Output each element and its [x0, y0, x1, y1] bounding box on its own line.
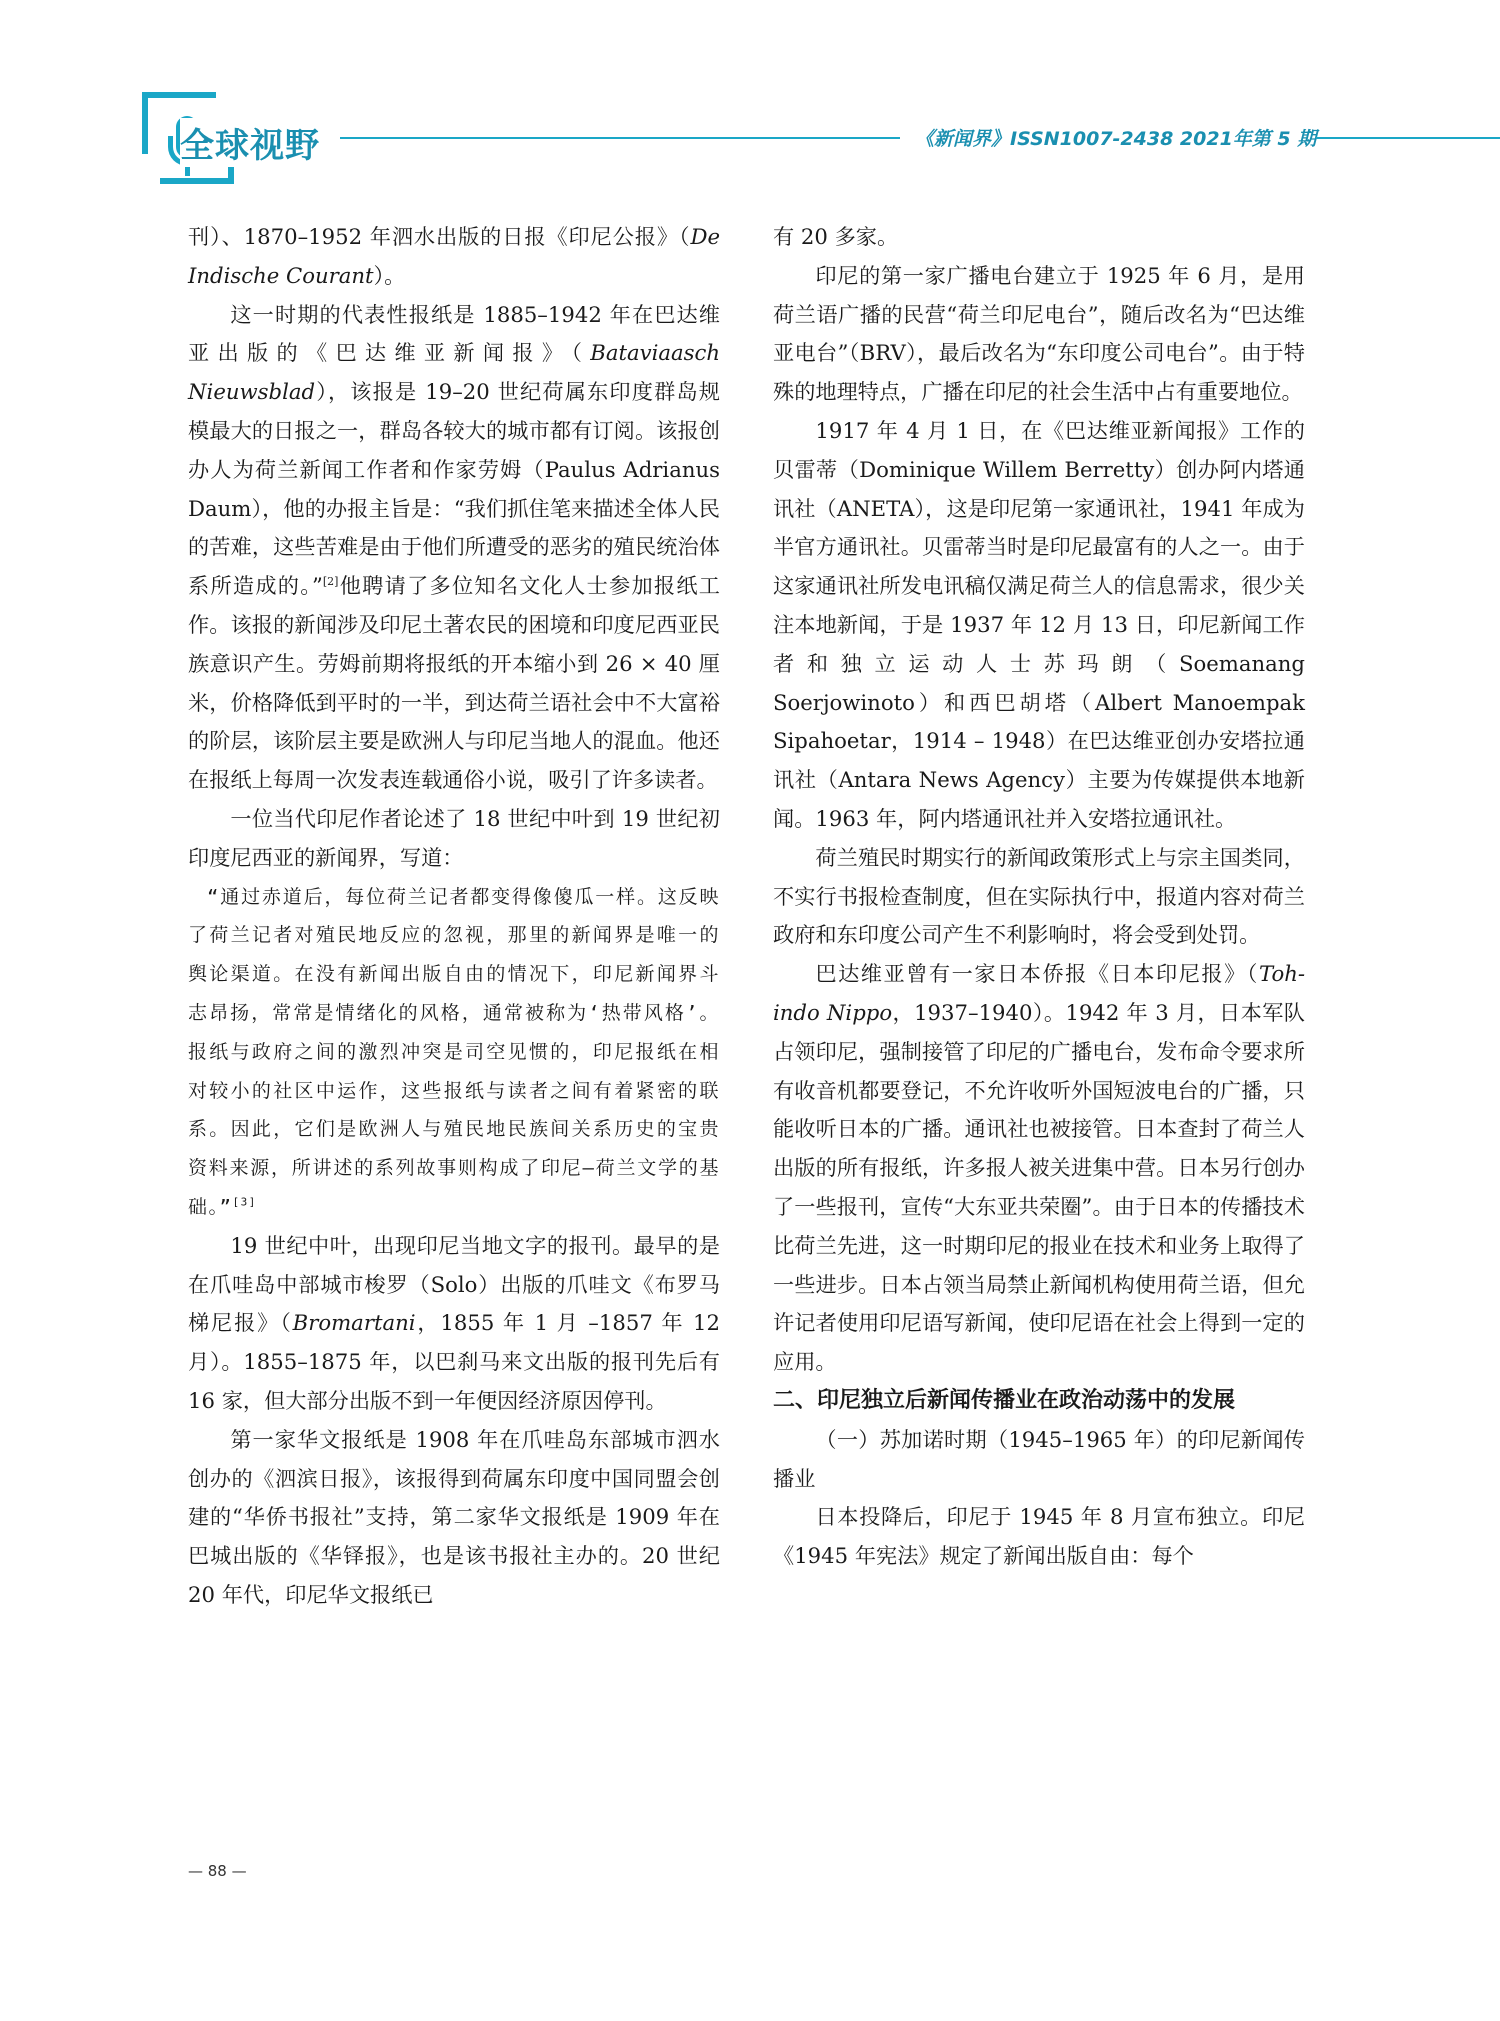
paragraph: 这一时期的代表性报纸是 1885–1942 年在巴达维亚出版的《巴达维亚新闻报》（Bataviaasch Nieuwsblad），该报是 19–20 世纪荷属东印度群岛规模最大的日报之一，群岛各较大的城市都有订阅。该报创办人为荷兰新闻工作者和作家劳姆（Paulus Adrianus Daum），他的办报主旨是：“我们抓住笔来描述全体人民的苦难，这些苦难是由于他们所遭受的恶劣的殖民统治体系所造成的。”[2]他聘请了多位知名文化人士参加报纸工作。该报的新闻涉及印尼土著农民的困境和印度尼西亚民族意识产生。劳姆前期将报纸的开本缩小到 26 × 40 厘米，价格降低到平时的一半，到达荷兰语社会中不大富裕的阶层，该阶层主要是欧洲人与印尼当地人的混血。他还在报纸上每周一次发表连载通俗小说，吸引了许多读者。	[188, 301, 720, 793]
section-title: 全球视野	[180, 118, 326, 167]
header-rule	[340, 137, 900, 139]
paragraph: 一位当代印尼作者论述了 18 世纪中叶到 19 世纪初印度尼西亚的新闻界，写道：	[188, 805, 720, 870]
paragraph: 1917 年 4 月 1 日，在《巴达维亚新闻报》工作的贝雷蒂（Dominique Willem Berretty）创办阿内塔通讯社（ANETA），这是印尼第一家通讯社，1941 年成为半官方通讯社。贝雷蒂当时是印尼最富有的人之一。由于这家通讯社所发电讯稿仅满足荷兰人的信息需求，很少关注本地新闻，于是 1937 年 12 月 13 日，印尼新闻工作者和独立运动人士苏玛朗（Soemanang Soerjowinoto）和西巴胡塔（Albert Manoempak Sipahoetar，1914 – 1948）在巴达维亚创办安塔拉通讯社（Antara News Agency）主要为传媒提供本地新闻。1963 年，阿内塔通讯社并入安塔拉通讯社。	[773, 417, 1305, 831]
page-header	[0, 0, 1500, 200]
page-number: — 88 —	[188, 1862, 247, 1880]
footnote-ref: [3]	[232, 1195, 257, 1209]
paragraph: 19 世纪中叶，出现印尼当地文字的报刊。最早的是在爪哇岛中部城市梭罗（Solo）出版的爪哇文《布罗马梯尼报》（Bromartani，1855 年 1 月 –1857 年 12 月）。1855–1875 年，以巴刹马来文出版的报刊先后有 16 家，但大部分出版不到一年便因经济原因停刊。	[188, 1232, 720, 1413]
subsection-heading: （一）苏加诺时期（1945–1965 年）的印尼新闻传播业	[773, 1426, 1305, 1491]
section-heading: 二、印尼独立后新闻传播业在政治动荡中的发展	[773, 1387, 1236, 1413]
paragraph: 巴达维亚曾有一家日本侨报《日本印尼报》（Toh-indo Nippo，1937–1940）。1942 年 3 月，日本军队占领印尼，强制接管了印尼的广播电台，发布命令要求所有收音机都要登记，不允许收听外国短波电台的广播，只能收听日本的广播。通讯社也被接管。日本查封了荷兰人出版的所有报纸，许多报人被关进集中营。日本另行创办了一些报刊，宣传“大东亚共荣圈”。由于日本的传播技术比荷兰先进，这一时期印尼的报业在技术和业务上取得了一些进步。日本占领当局禁止新闻机构使用荷兰语，但允许记者使用印尼语写新闻，使印尼语在社会上得到一定的应用。	[773, 961, 1305, 1375]
paragraph: 有 20 多家。	[773, 224, 899, 249]
right-column	[773, 218, 1305, 1576]
footnote-ref: [2]	[322, 575, 339, 589]
block-quote: “通过赤道后，每位荷兰记者都变得像傻瓜一样。这反映了荷兰记者对殖民地反应的忽视，那里的新闻界是唯一的舆论渠道。在没有新闻出版自由的情况下，印尼新闻界斗志昂扬，常常是情绪化的风格，通常被称为‘热带风格’。报纸与政府之间的激烈冲突是司空见惯的，印尼报纸在相对较小的社区中运作，这些报纸与读者之间有着紧密的联系。因此，它们是欧洲人与殖民地民族间关系历史的宝贵资料来源，所讲述的系列故事则构成了印尼–荷兰文学的基础。”[3]	[188, 885, 720, 1218]
header-rule-right	[1316, 137, 1500, 139]
paragraph: 日本投降后，印尼于 1945 年 8 月宣布独立。印尼《1945 年宪法》规定了新闻出版自由：每个	[773, 1504, 1305, 1569]
paragraph: 印尼的第一家广播电台建立于 1925 年 6 月，是用荷兰语广播的民营“荷兰印尼电台”，随后改名为“巴达维亚电台”（BRV），最后改名为“东印度公司电台”。由于特殊的地理特点，广播在印尼的社会生活中占有重要地位。	[773, 262, 1305, 405]
journal-issue: 《新闻界》ISSN1007-2438 2021年第 5 期	[915, 128, 1317, 150]
paragraph: 荷兰殖民时期实行的新闻政策形式上与宗主国类同，不实行书报检查制度，但在实际执行中，报道内容对荷兰政府和东印度公司产生不利影响时，将会受到处罚。	[773, 844, 1305, 948]
paragraph: 第一家华文报纸是 1908 年在爪哇岛东部城市泗水创办的《泗滨日报》，该报得到荷属东印度中国同盟会创建的“华侨书报社”支持，第二家华文报纸是 1909 年在巴城出版的《华铎报》，也是该书报社主办的。20 世纪 20 年代，印尼华文报纸已	[188, 1426, 720, 1607]
left-column	[188, 218, 720, 1615]
paragraph: 刊）、1870–1952 年泗水出版的日报《印尼公报》（De Indische Courant）。	[188, 224, 720, 288]
